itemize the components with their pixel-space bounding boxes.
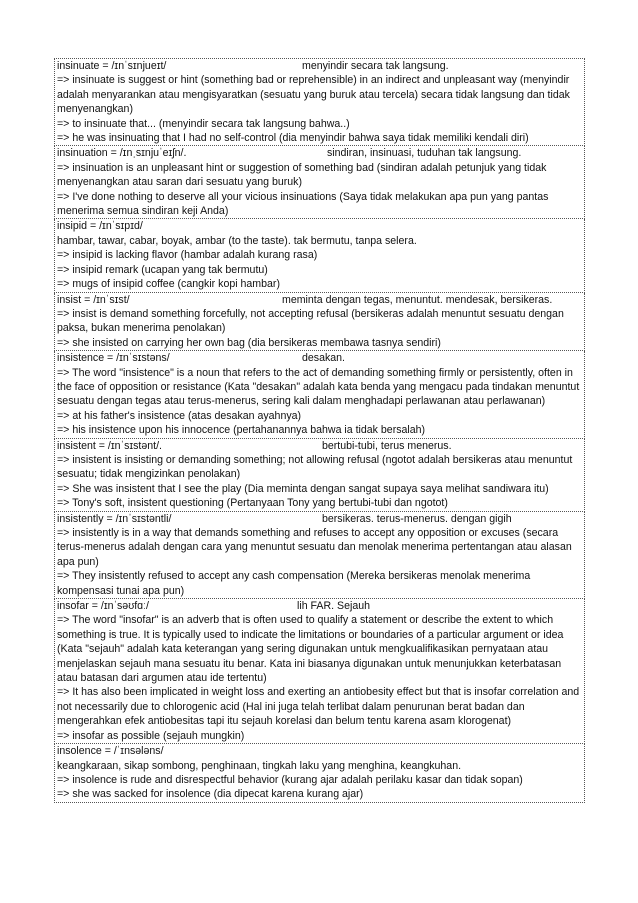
entry-meaning: desakan. (302, 352, 345, 365)
entry-detail-line: => insofar as possible (sejauh mungkin) (57, 729, 245, 742)
dictionary-entry (54, 599, 585, 744)
entry-detail-line: => insolence is rude and disrespectful behavior (kurang ajar adalah perilaku kasar dan tidak sopan) (57, 773, 523, 786)
dictionary-entry (54, 512, 585, 599)
entry-detail-line: => insipid remark (ucapan yang tak bermutu) (57, 263, 268, 276)
dictionary-entry (54, 351, 585, 438)
entry-detail-line: => she insisted on carrying her own bag (dia bersikeras membawa tasnya sendiri) (57, 336, 441, 349)
entry-term: insistence = /ɪnˈsɪstəns/ (57, 352, 170, 365)
entry-meaning: keangkaraan, sikap sombong, penghinaan, tingkah laku yang menghina, keangkuhan. (57, 759, 462, 772)
entry-detail-line: => insistently is in a way that demands something and refuses to accept any opposition or excuses (secara terus-menerus adalah dengan cara yang menuntut sesuatu dan menolak menerima pertentangan atau alasan apa pun) (57, 527, 572, 568)
entry-headword-line (57, 744, 582, 773)
entry-detail-line: => insinuation is an unpleasant hint or suggestion of something bad (sindiran adalah petunjuk yang tidak menyenangkan atau saran dari sesuatu yang buruk) (57, 161, 547, 189)
entry-meaning: hambar, tawar, cabar, boyak, ambar (to the taste). tak bermutu, tanpa selera. (57, 234, 417, 247)
entry-term: insistently = /ɪnˈsɪstəntli/ (57, 512, 172, 525)
entry-headword-line (57, 351, 582, 365)
entry-meaning: meminta dengan tegas, menuntut. mendesak, bersikeras. (282, 293, 553, 306)
entry-headword-line (57, 293, 582, 307)
entry-detail-line: => She was insistent that I see the play (Dia meminta dengan sangat supaya saya melihat sandiwara itu) (57, 482, 549, 495)
entry-term: insolence = /ˈɪnsələns/ (57, 745, 164, 758)
entry-meaning: lih FAR. Sejauh (297, 600, 371, 613)
entry-detail-line: => at his father's insistence (atas desakan ayahnya) (57, 409, 302, 422)
entry-term: insinuation = /ɪnˌsɪnjuˈeɪʃn/. (57, 147, 187, 160)
dictionary-entry (54, 219, 585, 292)
entry-detail-line: => his insistence upon his innocence (pertahanannya bahwa ia tidak bersalah) (57, 424, 426, 437)
entry-term: insofar = /ɪnˈsəʊfɑː/ (57, 600, 149, 613)
entry-detail-line: => They insistently refused to accept any cash compensation (Mereka bersikeras menolak menerima kompensasi tunai apa pun) (57, 570, 531, 597)
entry-term: insipid = /ɪnˈsɪpɪd/ (57, 220, 143, 233)
entry-headword-line (57, 146, 582, 160)
entry-meaning: bersikeras. terus-menerus. dengan gigih (322, 512, 512, 525)
dictionary-page (54, 58, 585, 803)
entry-detail-line: => Tony's soft, insistent questioning (Pertanyaan Tony yang bertubi-tubi dan ngotot) (57, 497, 448, 510)
entry-detail-line: => It has also been implicated in weight loss and exerting an antiobesity effect but that is insofar correlation and not necessarily due to chlorogenic acid (Hal ini juga telah terlibat dalam penurunan berat badan dan mengerahkan efek antiobesitas tapi itu sejauh korelasi dan belum tentu karena asam klorogenat) (57, 686, 580, 728)
dictionary-entry (54, 293, 585, 352)
entry-meaning: bertubi-tubi, terus menerus. (322, 439, 452, 452)
entry-detail-line: => mugs of insipid coffee (cangkir kopi hambar) (57, 278, 280, 291)
entry-meaning: sindiran, insinuasi, tuduhan tak langsung. (327, 147, 522, 160)
entry-detail-line: => she was sacked for insolence (dia dipecat karena kurang ajar) (57, 788, 364, 801)
entry-headword-line (57, 512, 582, 526)
entry-detail-line: => to insinuate that... (menyindir secara tak langsung bahwa..) (57, 117, 350, 130)
entry-detail-line: => insipid is lacking flavor (hambar adalah kurang rasa) (57, 249, 318, 262)
entry-headword-line (57, 219, 582, 248)
entry-detail-line: => The word "insistence" is a noun that refers to the act of demanding something firmly or persistently, often in the face of opposition or resistance (Kata "desakan" adalah kata benda yang mengacu pada tindakan menuntut sesuatu dengan tegas atau terus-menerus, sering kali dalam menghadapi perlawanan atau perlawanan) (57, 366, 580, 408)
dictionary-entry (54, 439, 585, 512)
entry-detail-line: => insist is demand something forcefully, not accepting refusal (bersikeras adalah menuntut sesuatu dengan paksa, bukan menerima penolakan) (57, 307, 564, 335)
entry-detail-line: => The word "insofar" is an adverb that is often used to qualify a statement or describe the extent to which something is true. It is typically used to indicate the limitations or boundaries of a particular argument or idea (Kata "sejauh" adalah kata keterangan yang sering digunakan untuk mengkualifikasikan pernyataan atau menjelaskan sejauh mana sesuatu itu benar. Kata ini biasanya digunakan untuk menunjukkan keterbatasan atau batasan dari argumen atau ide tertentu) (57, 614, 564, 685)
entry-detail-line: => I've done nothing to deserve all your vicious insinuations (Saya tidak melakukan apa pun yang pantas menerima semua sindiran keji Anda) (57, 190, 549, 218)
entry-term: insistent = /ɪnˈsɪstənt/. (57, 439, 162, 452)
entry-detail-line: => insinuate is suggest or hint (something bad or reprehensible) in an indirect and unpleasant way (menyindir adalah menyarankan atau mengisyaratkan (sesuatu yang buruk atau tercela) secara tidak langsung dan tidak menyenangkan) (57, 74, 570, 116)
entry-term: insist = /ɪnˈsɪst/ (57, 293, 130, 306)
entry-headword-line (57, 439, 582, 453)
entry-headword-line (57, 599, 582, 613)
entry-headword-line (57, 59, 582, 73)
dictionary-entry (54, 744, 585, 803)
entry-detail-line: => he was insinuating that I had no self-control (dia menyindir bahwa saya tidak memiliki kendali diri) (57, 132, 529, 145)
entry-term: insinuate = /ɪnˈsɪnjueɪt/ (57, 60, 167, 72)
dictionary-entry (54, 146, 585, 219)
entry-meaning: menyindir secara tak langsung. (302, 60, 449, 72)
dictionary-entry (54, 58, 585, 146)
entry-detail-line: => insistent is insisting or demanding something; not allowing refusal (ngotot adalah bersikeras atau menuntut sesuatu; tidak mengizinkan penolakan) (57, 453, 573, 481)
